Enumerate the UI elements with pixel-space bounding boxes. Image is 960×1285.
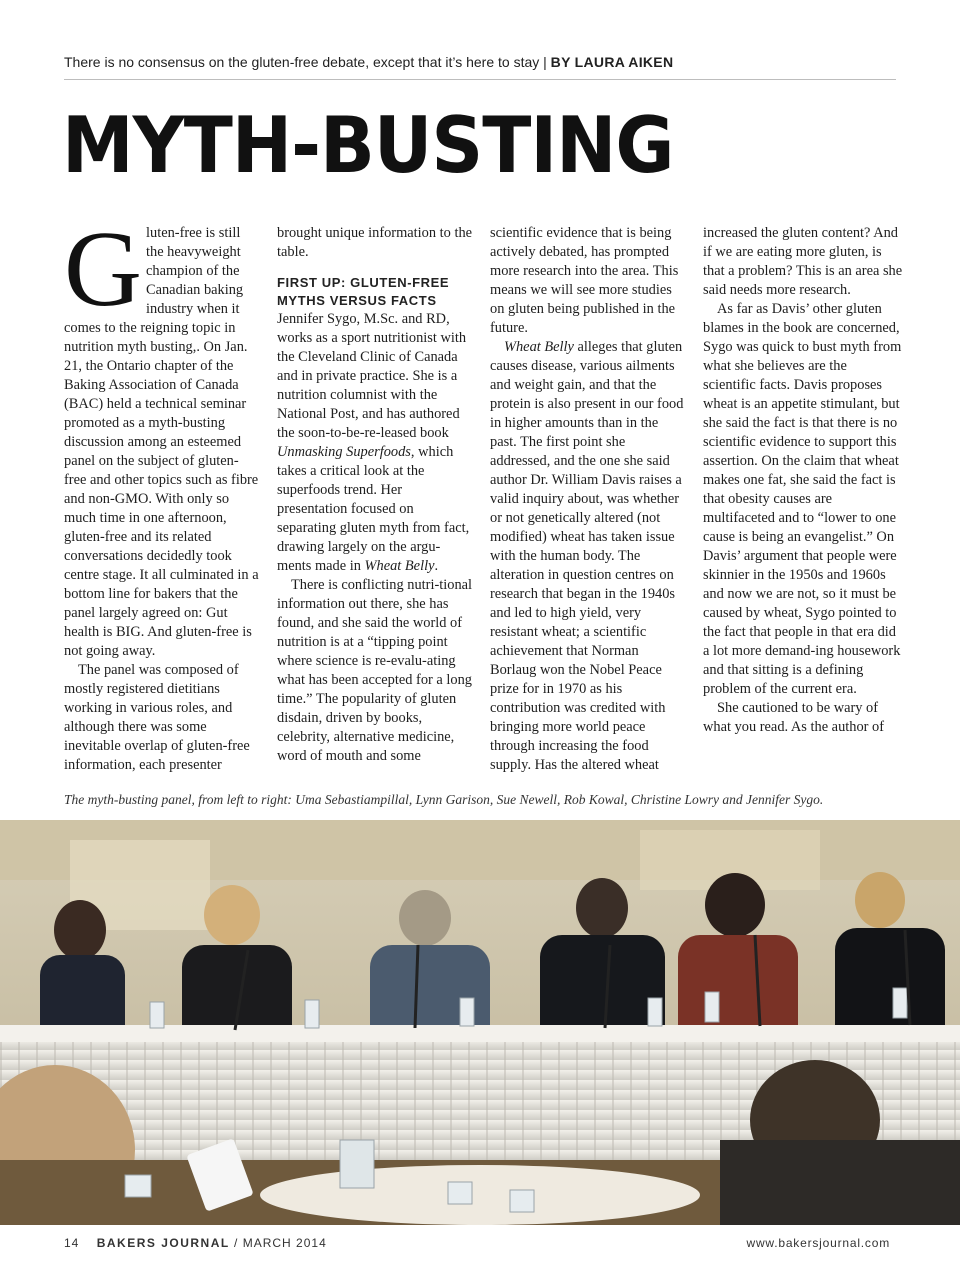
paragraph-text: alleges that gluten causes disease, various ailments and weight gain, and that the protein is also present in our food in higher amounts than in the past. The first point she addressed, and the one she said author Dr. William Davis raises a valid inquiry about, was whether or not genetically altered (not modified) wheat has taken issue with the human body. The alteration in question centres on research that began in the 1940s and led to high yield, very resistant wheat; a scientific achievement that Norman Borlaug won the Nobel Peace prize for in 1970 as his contribution was credited with bringing more world peace through increasing the food supply. Has the altered wheat (490, 339, 684, 773)
panel-photo (0, 820, 960, 1225)
book-title: Wheat Belly (504, 339, 574, 355)
header-rule (64, 79, 896, 80)
footer-left (64, 1236, 327, 1250)
section-subhead: FIRST UP: GLUTEN-FREE MYTHS VERSUS FACTS (277, 275, 450, 308)
drop-cap: G (64, 210, 142, 329)
footer-url[interactable]: www.bakersjournal.com (746, 1236, 890, 1250)
paragraph: There is conflicting nutri-tional information out there, she has found, and she said the world of nutrition is at a “tipping point where science is re-evalu-ating what has been accepted for a long time.” The popularity of gluten disdain, driven by books, celebrity, alternative medicine, word of mouth and some (277, 577, 473, 764)
paragraph: scientific evidence that is being actively debated, has prompted more research into the area. This means we will see more studies on gluten being published in the future. (490, 225, 679, 336)
article-deck (64, 54, 896, 70)
page-number: 14 (64, 1236, 80, 1250)
paragraph: As far as Davis’ other gluten blames in the book are concerned, Sygo was quick to bust myth from what she believes are the scientific facts. Davis proposes wheat is an appetite stimulant, but she said the fact is that there is no scientific evidence to support this assertion. On the claim that wheat makes one fat, she said the fact is that obesity causes are multifaceted and to “lower to one cause is being an evangelist.” On Davis’ argument that people were skinnier in the 1950s and 1960s and now we are not, so it must be caused by wheat, Sygo pointed to the fact that people in that era did a lot more demand-ing housework and that sitting is a defining problem of the current era. (703, 301, 902, 697)
article-column-3 (490, 224, 686, 775)
paragraph (490, 338, 686, 775)
article-column-1 (64, 210, 260, 775)
paragraph-text: , which takes a critical look at the superfoods trend. Her presentation focused on separating gluten myth from fact, drawing largely on the argu-ments made in (277, 444, 470, 574)
book-title: Unmasking Superfoods (277, 444, 411, 460)
photo-caption: The myth-busting panel, from left to right: Uma Sebastiampillal, Lynn Garison, Sue Newell, Rob Kowal, Christine Lowry and Jennifer Sygo. (64, 792, 824, 807)
paragraph (277, 310, 473, 576)
article-column-4 (703, 224, 903, 737)
byline: BY LAURA AIKEN (550, 54, 674, 70)
article-column-2 (277, 224, 473, 766)
deck-text: There is no consensus on the gluten-free debate, except that it’s here to stay | (64, 54, 551, 70)
book-title: Wheat Belly (364, 558, 435, 574)
paragraph (64, 210, 260, 661)
paragraph: The panel was composed of mostly registered dietitians working in various roles, and although there was some inevitable overlap of gluten-free information, each presenter (64, 662, 250, 773)
paragraph-text: Jennifer Sygo, M.Sc. and RD, works as a sport nutritionist with the Cleveland Clinic of Canada and in private practice. She is a nutrition columnist with the National Post, and has authored the soon-to-be-re-leased book (277, 311, 467, 441)
paragraph-text: luten-free is still the heavyweight champion of the Canadian baking industry when it comes to the reigning topic in nutrition myth busting,. On Jan. 21, the Ontario chapter of the Baking Association of Canada (BAC) held a technical seminar promoted as a myth-busting discussion among an esteemed panel on the subject of gluten-free and other topics such as fibre and non-GMO. With only so much time in one afternoon, gluten-free and its related conversations decidedly took centre stage. It all culminated in a bottom line for bakers that the panel largely agreed on: Gut health is BIG. And gluten-free is not going away. (64, 225, 259, 659)
paragraph: She cautioned to be wary of what you read. As the author of (703, 700, 885, 735)
headline: MYTH-BUSTING (62, 99, 674, 191)
issue-date: / MARCH 2014 (229, 1236, 327, 1250)
paragraph-text: . (434, 558, 439, 574)
paragraph: brought unique information to the table. (277, 225, 473, 260)
paragraph: increased the gluten content? And if we are eating more gluten, is that a problem? This is an area she said needs more research. (703, 225, 903, 298)
publication-name: BAKERS JOURNAL (96, 1236, 230, 1250)
